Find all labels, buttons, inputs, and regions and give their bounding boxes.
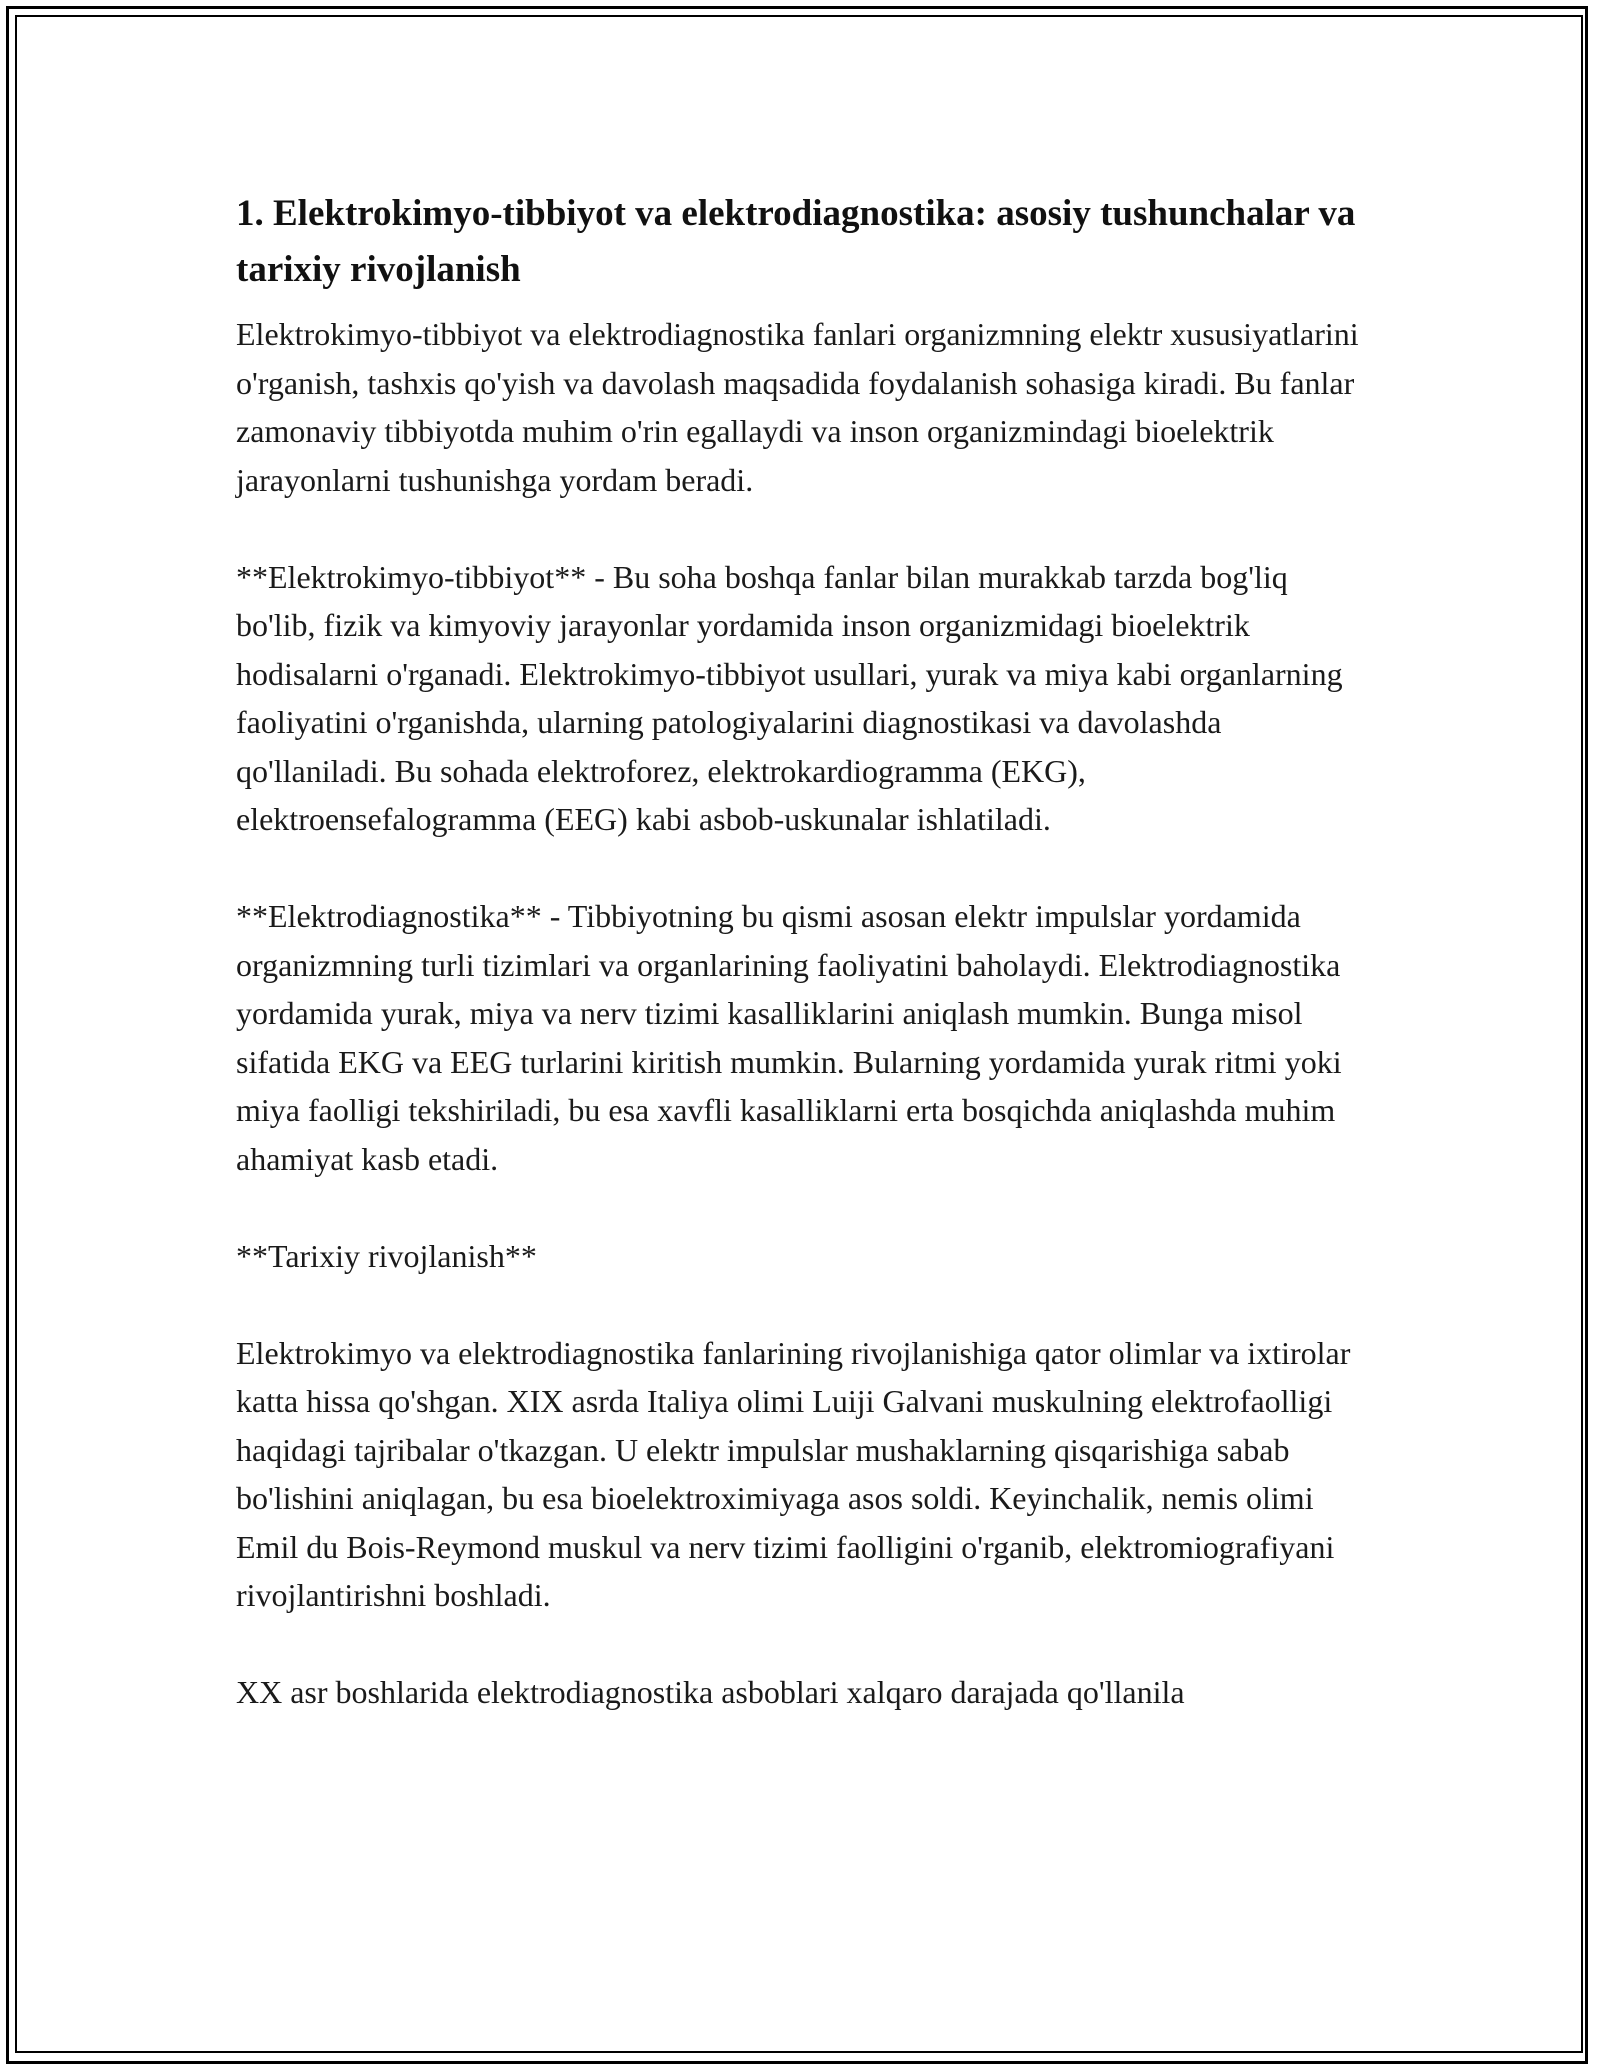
paragraph-elektrodiagnostika: **Elektrodiagnostika** - Tibbiyotning bu qismi asosan elektr impulslar yordamida organizmning turli tizimlari va organlarining faoliyatini baholaydi. Elektrodiagnostika yordamida yurak, miya va nerv tizimi kasalliklarini aniqlash mumkin. Bunga misol sifatida EKG va EEG turlarini kiritish mumkin. Bularning yordamida yurak ritmi yoki miya faolligi tekshiriladi, bu esa xavfli kasalliklarni erta bosqichda aniqlashda muhim ahamiyat kasb etadi. [236,898,1342,1177]
paragraph-elektrokimyo-tibbiyot: **Elektrokimyo-tibbiyot** - Bu soha boshqa fanlar bilan murakkab tarzda bog'liq bo'lib, fizik va kimyoviy jarayonlar yordamida inson organizmidagi bioelektrik hodisalarni o'rganadi. Elektrokimyo-tibbiyot usullari, yurak va miya kabi organlarning faoliyatini o'rganishda, ularning patologiyalarini diagnostikasi va davolashda qo'llaniladi. Bu sohada elektroforez, elektrokardiogramma (EKG), elektroensefalogramma (EEG) kabi asbob-uskunalar ishlatiladi. [236,558,1343,837]
paragraph-intro: Elektrokimyo-tibbiyot va elektrodiagnostika fanlari organizmning elektr xususiyatlarini o'rganish, tashxis qo'yish va davolash maqsadida foydalanish sohasiga kiradi. Bu fanlar zamonaviy tibbiyotda muhim o'rin egallaydi va inson organizmindagi bioelektrik jarayonlarni tushunishga yordam beradi. [236,316,1359,498]
paragraph-tarixiy-text: Elektrokimyo va elektrodiagnostika fanlarining rivojlanishiga qator olimlar va ixtirolar katta hissa qo'shgan. XIX asrda Italiya olimi Luiji Galvani muskulning elektrofaolligi haqidagi tajribalar o'tkazgan. U elektr impulslar mushaklarning qisqarishiga sabab bo'lishini aniqlagan, bu esa bioelektroximiyaga asos soldi. Keyinchalik, nemis olimi Emil du Bois-Reymond muskul va nerv tizimi faolligini o'rganib, elektromiografiyani rivojlantirishni boshladi. [236,1334,1351,1613]
document-title: 1. Elektrokimyo-tibbiyot va elektrodiagnostika: asosiy tushunchalar va tarixiy rivojlanish [236,193,1356,290]
document-body [236,186,1366,1765]
paragraph-xx-asr: XX asr boshlarida elektrodiagnostika asboblari xalqaro darajada qo'llanila [236,1674,1185,1710]
paragraph-tarixiy-heading: **Tarixiy rivojlanish** [236,1237,537,1274]
